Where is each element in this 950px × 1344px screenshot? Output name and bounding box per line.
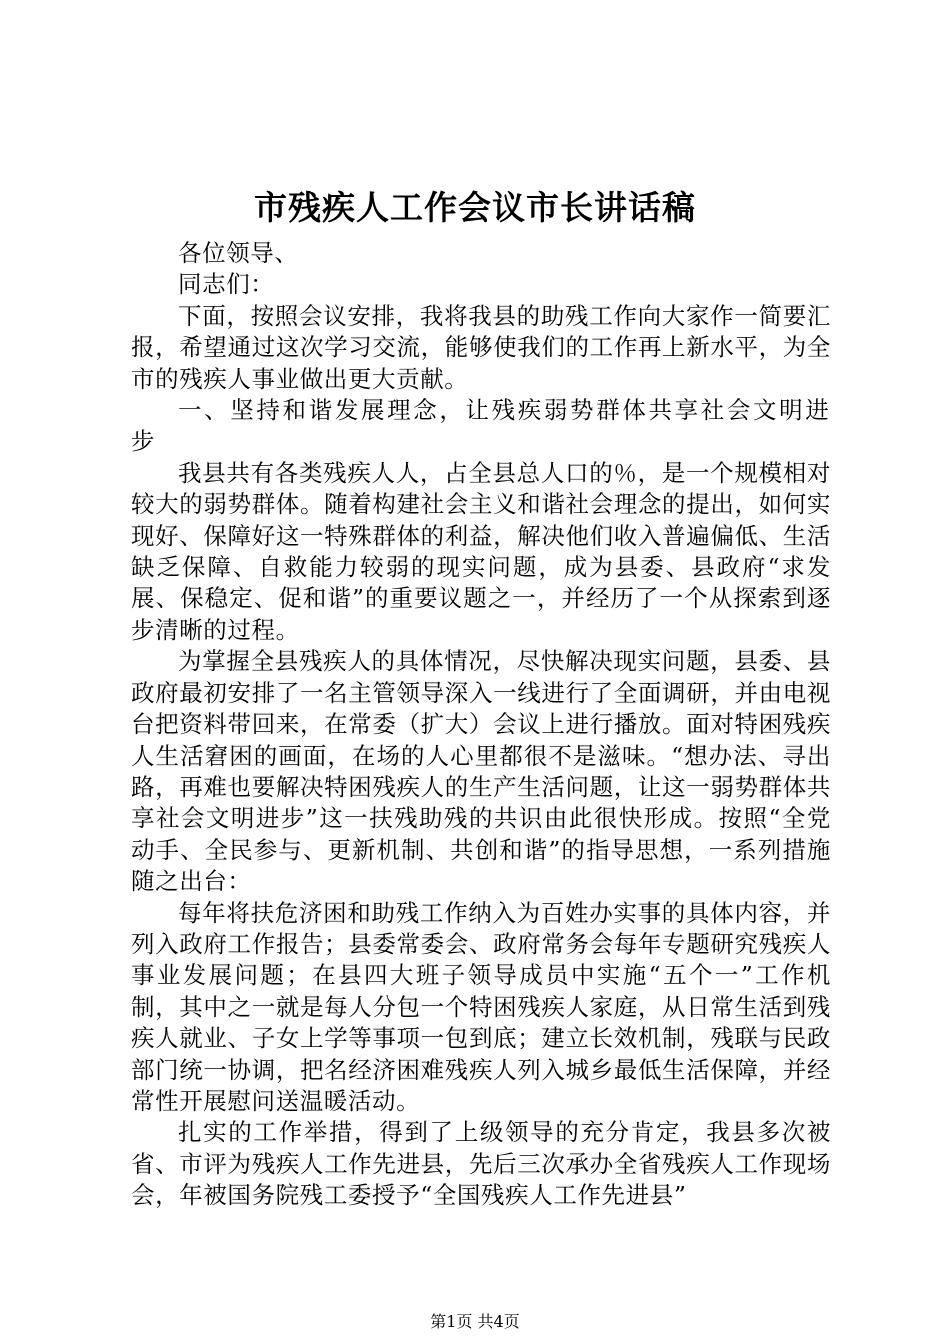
body-paragraph: 为掌握全县残疾人的具体情况，尽快解决现实问题，县委、县政府最初安排了一名主管领导深入一线进行了全面调研，并由电视台把资料带回来，在常委（扩大）会议上进行播放。面对特困残疾人生活窘困的画面，在场的人心里都很不是滋味。“想办法、寻出路，再难也要解决特困残疾人的生产生活问题，让这一弱势群体共享社会文明进步”这一扶残助残的共识由此很快形成。按照“全党动手、全民参与、更新机制、共创和谐”的指导思想，一系列措施随之出台： [131,647,831,896]
body-paragraph: 每年将扶危济困和助残工作纳入为百姓办实事的具体内容，并列入政府工作报告；县委常委会、政府常务会每年专题研究残疾人事业发展问题；在县四大班子领导成员中实施“五个一”工作机制，其中之一就是每人分包一个特困残疾人家庭，从日常生活到残疾人就业、子女上学等事项一包到底；建立长效机制，残联与民政部门统一协调，把名经济困难残疾人列入城乡最低生活保障，并经常性开展慰问送温暖活动。 [131,898,831,1115]
intro-paragraph: 下面，按照会议安排，我将我县的助残工作向大家作一简要汇报，希望通过这次学习交流，能够使我们的工作再上新水平，为全市的残疾人事业做出更大贡献。 [131,301,831,393]
document-body [131,238,831,1212]
page-title: 市残疾人工作会议市长讲话稿 [254,188,696,227]
section-heading: 一、坚持和谐发展理念，让残疾弱势群体共享社会文明进步 [131,396,831,456]
salutation-line-1: 各位领导、 [178,239,299,267]
body-paragraph: 扎实的工作举措，得到了上级领导的充分肯定，我县多次被省、市评为残疾人工作先进县，先后三次承办全省残疾人工作现场会，年被国务院残工委授予“全国残疾人工作先进县” [131,1118,831,1210]
body-paragraph: 我县共有各类残疾人人，占全县总人口的％，是一个规模相对较大的弱势群体。随着构建社会主义和谐社会理念的提出，如何实现好、保障好这一特殊群体的利益，解决他们收入普遍偏低、生活缺乏保障、自救能力较弱的现实问题，成为县委、县政府“求发展、保稳定、促和谐”的重要议题之一，并经历了一个从探索到逐步清晰的过程。 [131,458,831,644]
salutation-line-2: 同志们： [178,270,275,299]
page-number-footer: 第1页 共4页 [430,1312,520,1331]
